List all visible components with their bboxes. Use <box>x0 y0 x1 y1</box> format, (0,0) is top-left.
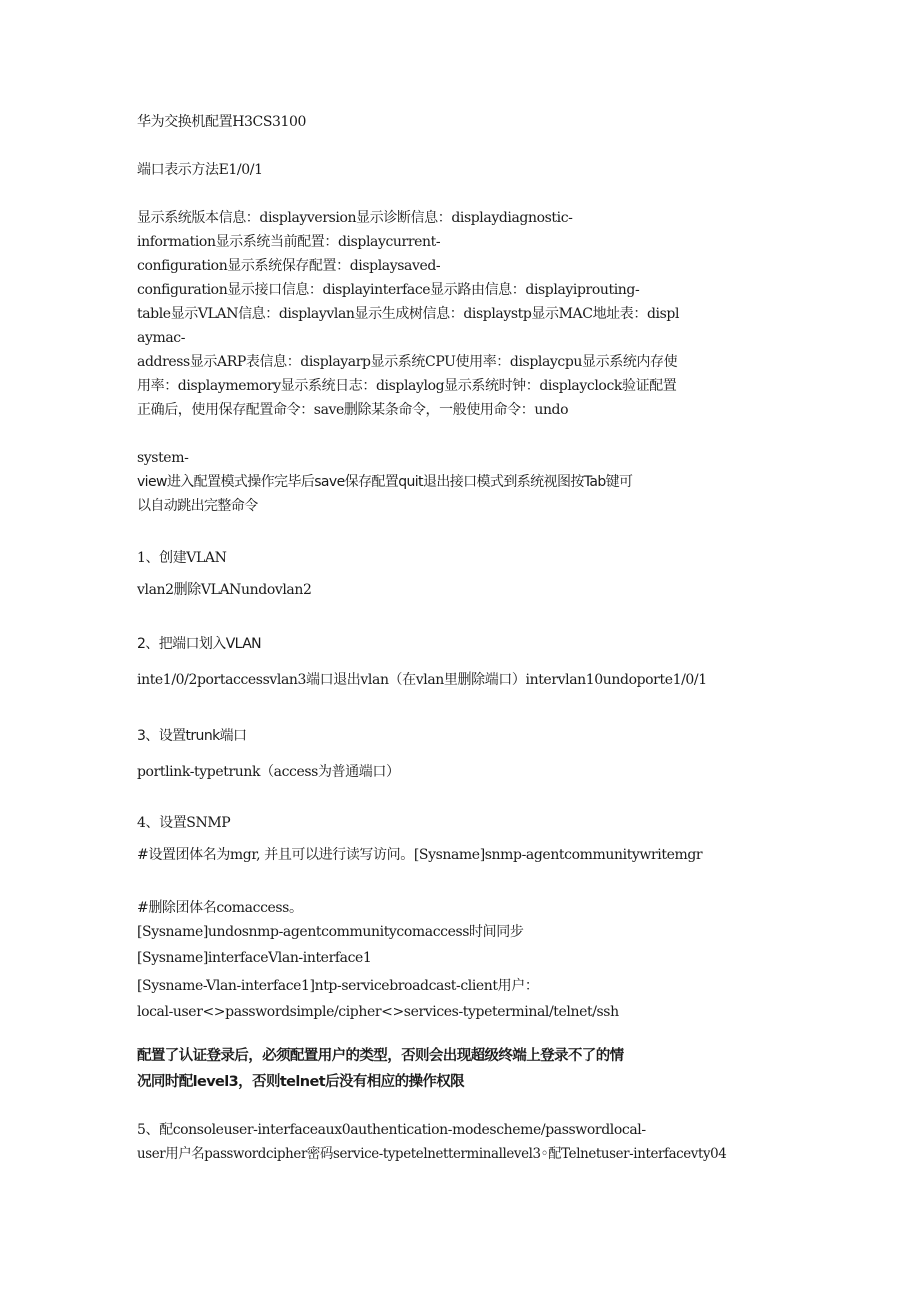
display-commands-line: 正确后，使用保存配置命令：save删除某条命令，一般使用命令：undo <box>137 402 569 418</box>
display-commands-line: aymac- <box>137 330 186 346</box>
section-5-line: 5、配consoleuser-interfaceaux0authentication-modescheme/passwordlocal- <box>137 1122 646 1138</box>
note-line: 况同时配level3，否则telnet后没有相应的操作权限 <box>137 1074 465 1090</box>
note-line: 配置了认证登录后，必须配置用户的类型，否则会出现超级终端上登录不了的情 <box>137 1048 624 1064</box>
section-4-line: [Sysname-Vlan-interface1]ntp-servicebroadcast-client用户： <box>137 978 539 994</box>
section-4-line: [Sysname]interfaceVlan-interface1 <box>137 950 372 966</box>
system-view-line: system- <box>137 450 189 466</box>
section-2-body: inte1/0/2portaccessvlan3端口退出vlan（在vlan里删除端口）intervlan10undoporte1/0/1 <box>137 672 707 688</box>
section-1-heading: 1、创建VLAN <box>137 550 227 566</box>
section-4-line: [Sysname]undosnmp-agentcommunitycomaccess时间同步 <box>137 924 524 940</box>
section-4-heading: 4、设置SNMP <box>137 815 231 831</box>
display-commands-line: information显示系统当前配置：displaycurrent- <box>137 234 441 250</box>
display-commands-line: address显示ARP表信息：displayarp显示系统CPU使用率：displaycpu显示系统内存使 <box>137 354 678 370</box>
section-3-heading: 3、设置trunk端口 <box>137 728 247 744</box>
display-commands-line: table显示VLAN信息：displayvlan显示生成树信息：displaystp显示MAC地址表：displ <box>137 306 680 322</box>
port-notation: 端口表示方法E1/0/1 <box>137 162 263 178</box>
display-commands-line: 用率：displaymemory显示系统日志：displaylog显示系统时钟：displayclock验证配置 <box>137 378 677 394</box>
display-commands-line: configuration显示系统保存配置：displaysaved- <box>137 258 441 274</box>
section-3-body: portlink-typetrunk（access为普通端口） <box>137 764 400 780</box>
section-4-line: #删除团体名comaccess。 <box>137 900 303 916</box>
section-4-body: #设置团体名为mgr, 并且可以进行读写访问。[Sysname]snmp-agentcommunitywritemgr <box>137 847 703 863</box>
display-commands-line: configuration显示接口信息：displayinterface显示路由信息：displayiprouting- <box>137 282 640 298</box>
display-commands-line: 显示系统版本信息：displayversion显示诊断信息：displaydiagnostic- <box>137 210 573 226</box>
section-5-line: user用户名passwordcipher密码service-typetelnetterminallevel3◦配Telnetuser-interfacevty04 <box>137 1146 727 1162</box>
section-4-line: local-user<>passwordsimple/cipher<>services-typeterminal/telnet/ssh <box>137 1004 619 1020</box>
page-title: 华为交换机配置H3CS3100 <box>137 114 307 130</box>
system-view-line: 以自动跳出完整命令 <box>137 498 258 514</box>
section-2-heading: 2、把端口划入VLAN <box>137 636 262 652</box>
system-view-line: view进入配置模式操作完毕后save保存配置quit退出接口模式到系统视图按Tab键可 <box>137 474 633 490</box>
section-1-body: vlan2删除VLANundovlan2 <box>137 582 312 598</box>
